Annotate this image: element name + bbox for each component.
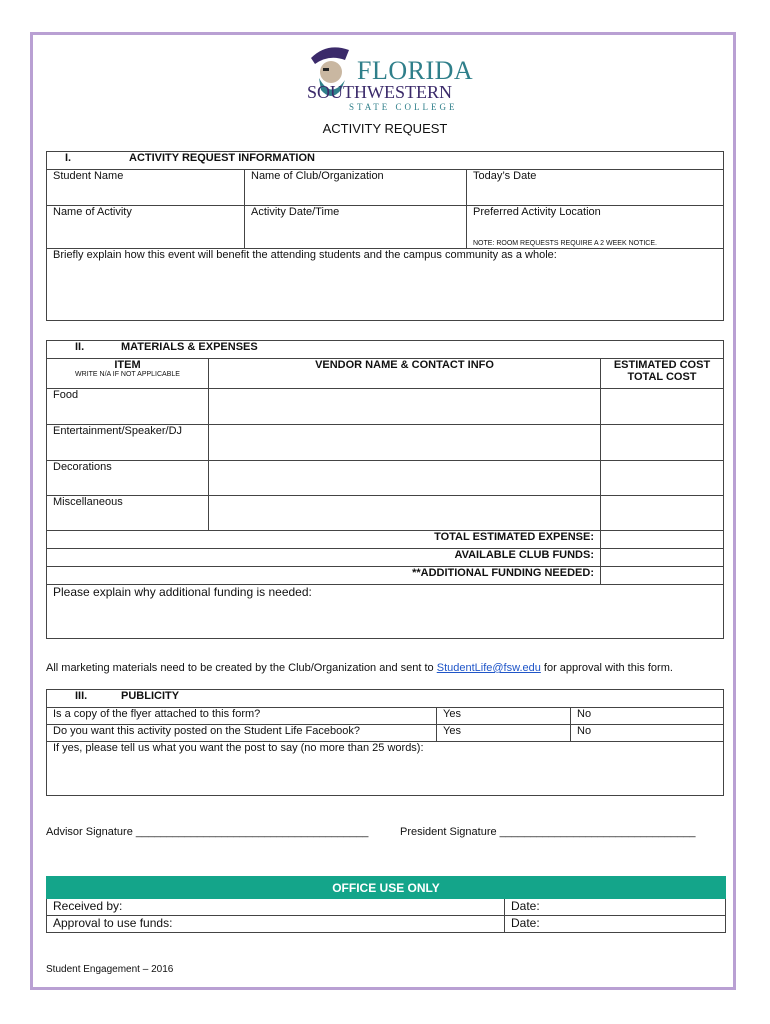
vendor-column-header: VENDOR NAME & CONTACT INFO — [209, 359, 601, 389]
vendor-miscellaneous-field[interactable] — [209, 496, 601, 531]
preferred-location-field[interactable]: Preferred Activity Location NOTE: ROOM REQUESTS REQUIRE A 2 WEEK NOTICE. — [467, 206, 724, 249]
cost-column-header: ESTIMATED COST TOTAL COST — [601, 359, 724, 389]
received-by-field[interactable]: Received by: — [47, 899, 505, 916]
approval-funds-field[interactable]: Approval to use funds: — [47, 916, 505, 933]
flyer-question: Is a copy of the flyer attached to this form? — [47, 708, 437, 725]
marketing-note: All marketing materials need to be created by the Club/Organization and sent to StudentLife@fsw.edu for approval with this form. — [46, 662, 673, 674]
approval-date-field[interactable]: Date: — [505, 916, 726, 933]
benefit-explanation-field[interactable]: Briefly explain how this event will benefit the attending students and the campus community as a whole: — [47, 249, 724, 321]
logo-line2: SOUTHWESTERN — [307, 82, 452, 102]
available-funds-field[interactable] — [601, 549, 724, 567]
facebook-yes-option[interactable]: Yes — [437, 725, 571, 742]
college-logo — [305, 40, 474, 112]
cost-decorations-field[interactable] — [601, 461, 724, 496]
funding-explanation-field[interactable]: Please explain why additional funding is needed: — [47, 585, 724, 639]
item-decorations: Decorations — [47, 461, 209, 496]
additional-funding-field[interactable] — [601, 567, 724, 585]
form-title: ACTIVITY REQUEST — [322, 121, 448, 136]
item-food: Food — [47, 389, 209, 425]
additional-funding-label: **ADDITIONAL FUNDING NEEDED: — [47, 567, 601, 585]
item-column-header: ITEM WRITE N/A IF NOT APPLICABLE — [47, 359, 209, 389]
activity-datetime-field[interactable]: Activity Date/Time — [245, 206, 467, 249]
flyer-no-option[interactable]: No — [571, 708, 724, 725]
cost-food-field[interactable] — [601, 389, 724, 425]
todays-date-field[interactable]: Today’s Date — [467, 170, 724, 206]
section1-heading: I. ACTIVITY REQUEST INFORMATION — [47, 152, 724, 170]
received-date-field[interactable]: Date: — [505, 899, 726, 916]
flyer-yes-option[interactable]: Yes — [437, 708, 571, 725]
room-note: NOTE: ROOM REQUESTS REQUIRE A 2 WEEK NOTICE. — [473, 240, 657, 247]
activity-info-table — [46, 151, 724, 321]
vendor-decorations-field[interactable] — [209, 461, 601, 496]
total-estimated-label: TOTAL ESTIMATED EXPENSE: — [47, 531, 601, 549]
item-miscellaneous: Miscellaneous — [47, 496, 209, 531]
facebook-question: Do you want this activity posted on the Student Life Facebook? — [47, 725, 437, 742]
logo-line3: STATE COLLEGE — [349, 102, 458, 112]
activity-name-field[interactable]: Name of Activity — [47, 206, 245, 249]
item-entertainment: Entertainment/Speaker/DJ — [47, 425, 209, 461]
cost-entertainment-field[interactable] — [601, 425, 724, 461]
publicity-table — [46, 689, 724, 796]
materials-expenses-table — [46, 340, 724, 639]
advisor-signature-line[interactable]: Advisor Signature ______________________________________ — [46, 826, 369, 838]
available-funds-label: AVAILABLE CLUB FUNDS: — [47, 549, 601, 567]
logo-line1: FLORIDA — [357, 56, 474, 85]
vendor-entertainment-field[interactable] — [209, 425, 601, 461]
president-signature-line[interactable]: President Signature ________________________________ — [400, 826, 696, 838]
club-name-field[interactable]: Name of Club/Organization — [245, 170, 467, 206]
footer-text: Student Engagement – 2016 — [46, 964, 174, 975]
vendor-food-field[interactable] — [209, 389, 601, 425]
section3-heading: III. PUBLICITY — [47, 690, 724, 708]
post-text-field[interactable]: If yes, please tell us what you want the post to say (no more than 25 words): — [47, 742, 724, 796]
office-use-table — [46, 876, 726, 933]
section2-heading: II. MATERIALS & EXPENSES — [47, 341, 724, 359]
student-life-email-link[interactable]: StudentLife@fsw.edu — [436, 662, 541, 674]
facebook-no-option[interactable]: No — [571, 725, 724, 742]
cost-miscellaneous-field[interactable] — [601, 496, 724, 531]
student-name-field[interactable]: Student Name — [47, 170, 245, 206]
office-use-header: OFFICE USE ONLY — [47, 877, 726, 899]
total-estimated-field[interactable] — [601, 531, 724, 549]
